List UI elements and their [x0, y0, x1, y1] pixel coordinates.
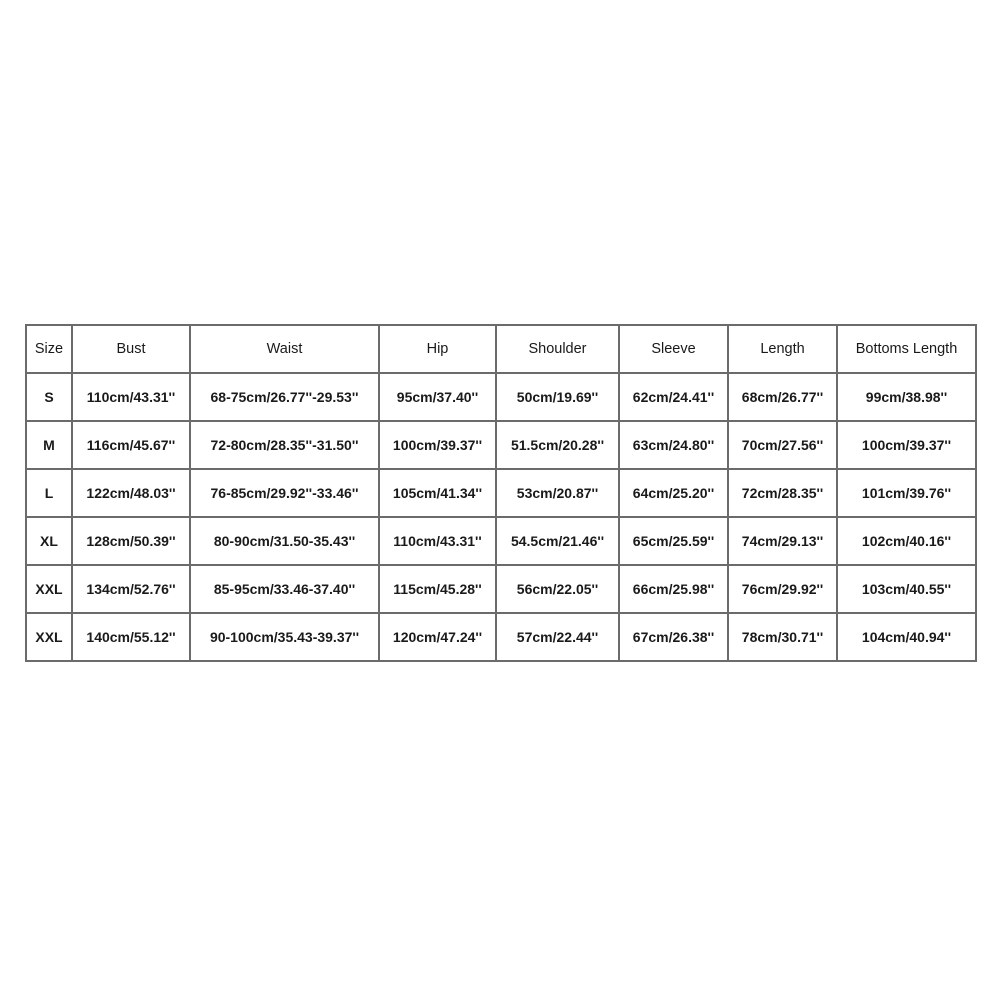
table-row — [26, 517, 976, 565]
shoulder-cell: 50cm/19.69'' — [496, 373, 619, 421]
bottoms-length-cell: 102cm/40.16'' — [837, 517, 976, 565]
bust-cell: 116cm/45.67'' — [72, 421, 190, 469]
size-cell: L — [26, 469, 72, 517]
size-chart-table — [25, 324, 977, 662]
waist-cell: 68-75cm/26.77''-29.53'' — [190, 373, 379, 421]
hip-cell: 105cm/41.34'' — [379, 469, 496, 517]
sleeve-cell: 67cm/26.38'' — [619, 613, 728, 661]
sleeve-cell: 62cm/24.41'' — [619, 373, 728, 421]
bust-cell: 110cm/43.31'' — [72, 373, 190, 421]
table-row — [26, 421, 976, 469]
size-cell: M — [26, 421, 72, 469]
bust-cell: 128cm/50.39'' — [72, 517, 190, 565]
hip-cell: 100cm/39.37'' — [379, 421, 496, 469]
bottoms-length-cell: 101cm/39.76'' — [837, 469, 976, 517]
waist-cell: 85-95cm/33.46-37.40'' — [190, 565, 379, 613]
header-shoulder: Shoulder — [496, 325, 619, 373]
length-cell: 72cm/28.35'' — [728, 469, 837, 517]
size-cell: XL — [26, 517, 72, 565]
waist-cell: 90-100cm/35.43-39.37'' — [190, 613, 379, 661]
sleeve-cell: 64cm/25.20'' — [619, 469, 728, 517]
waist-cell: 76-85cm/29.92''-33.46'' — [190, 469, 379, 517]
sleeve-cell: 63cm/24.80'' — [619, 421, 728, 469]
bottoms-length-cell: 104cm/40.94'' — [837, 613, 976, 661]
header-size: Size — [26, 325, 72, 373]
waist-cell: 80-90cm/31.50-35.43'' — [190, 517, 379, 565]
bottoms-length-cell: 103cm/40.55'' — [837, 565, 976, 613]
waist-cell: 72-80cm/28.35''-31.50'' — [190, 421, 379, 469]
shoulder-cell: 56cm/22.05'' — [496, 565, 619, 613]
bust-cell: 122cm/48.03'' — [72, 469, 190, 517]
bust-cell: 140cm/55.12'' — [72, 613, 190, 661]
length-cell: 70cm/27.56'' — [728, 421, 837, 469]
length-cell: 78cm/30.71'' — [728, 613, 837, 661]
table-row — [26, 373, 976, 421]
bust-cell: 134cm/52.76'' — [72, 565, 190, 613]
sleeve-cell: 65cm/25.59'' — [619, 517, 728, 565]
table-row — [26, 613, 976, 661]
length-cell: 76cm/29.92'' — [728, 565, 837, 613]
hip-cell: 110cm/43.31'' — [379, 517, 496, 565]
shoulder-cell: 57cm/22.44'' — [496, 613, 619, 661]
hip-cell: 120cm/47.24'' — [379, 613, 496, 661]
hip-cell: 115cm/45.28'' — [379, 565, 496, 613]
size-cell: XXL — [26, 613, 72, 661]
sleeve-cell: 66cm/25.98'' — [619, 565, 728, 613]
table-row — [26, 469, 976, 517]
bottoms-length-cell: 99cm/38.98'' — [837, 373, 976, 421]
size-cell: XXL — [26, 565, 72, 613]
header-bust: Bust — [72, 325, 190, 373]
shoulder-cell: 51.5cm/20.28'' — [496, 421, 619, 469]
table-row — [26, 565, 976, 613]
header-sleeve: Sleeve — [619, 325, 728, 373]
header-length: Length — [728, 325, 837, 373]
size-cell: S — [26, 373, 72, 421]
shoulder-cell: 54.5cm/21.46'' — [496, 517, 619, 565]
header-waist: Waist — [190, 325, 379, 373]
bottoms-length-cell: 100cm/39.37'' — [837, 421, 976, 469]
shoulder-cell: 53cm/20.87'' — [496, 469, 619, 517]
hip-cell: 95cm/37.40'' — [379, 373, 496, 421]
header-hip: Hip — [379, 325, 496, 373]
length-cell: 74cm/29.13'' — [728, 517, 837, 565]
header-row — [26, 325, 976, 373]
length-cell: 68cm/26.77'' — [728, 373, 837, 421]
header-bottoms-length: Bottoms Length — [837, 325, 976, 373]
